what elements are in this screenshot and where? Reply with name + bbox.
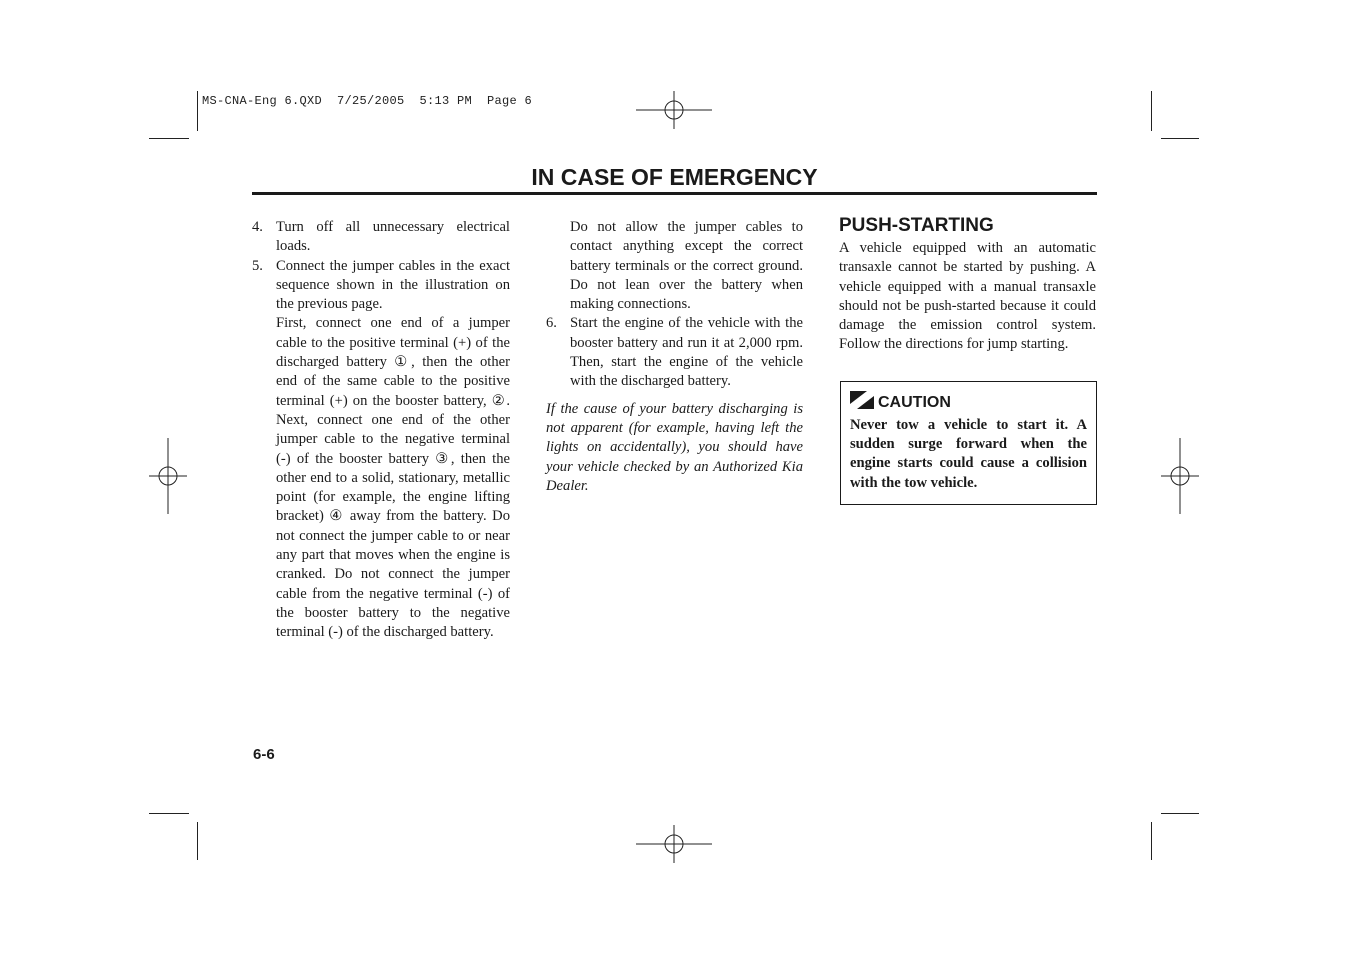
- list-item: [252, 218, 510, 257]
- crop-mark: [1161, 138, 1199, 139]
- caution-label: CAUTION: [878, 394, 951, 411]
- print-slug: MS-CNA-Eng 6.QXD 7/25/2005 5:13 PM Page 6: [202, 94, 533, 108]
- item-number: 5.: [252, 257, 263, 274]
- item-continuation: First, connect one end of a jumper cable to the positive terminal (+) of the discharged battery ①, then the other end of the same cable to the positive terminal (+) on the booster battery, ②. Next, connect one end of the other jumper cable to the negative terminal (-) of the booster battery ③, then the other end to a solid, stationary, metallic point (for example, the engine lifting bracket) ④ away from the battery. Do not connect the jumper cable to or near any part that moves when the engine is cranked. Do not connect the jumper cable from the negative terminal (-) of the booster battery to the negative terminal (-) of the discharged battery.: [276, 315, 510, 641]
- crop-mark: [197, 822, 198, 860]
- crop-mark: [1151, 822, 1152, 860]
- registration-mark-icon: [1142, 438, 1218, 514]
- crop-mark: [1151, 91, 1152, 131]
- left-column: [252, 218, 510, 643]
- middle-column: [546, 218, 803, 496]
- list-item: [546, 314, 803, 391]
- section-title: IN CASE OF EMERGENCY: [531, 164, 818, 190]
- item-number: 4.: [252, 219, 263, 235]
- registration-mark-icon: [636, 806, 712, 882]
- item-text: Turn off all unnecessary electrical loads.: [276, 219, 510, 255]
- title-rule: [252, 192, 1097, 195]
- item-text: Connect the jumper cables in the exact sequence shown in the illustration on the previous page.: [276, 257, 510, 313]
- page-number: 6-6: [253, 746, 275, 763]
- caution-slash-icon: [850, 391, 874, 415]
- italic-note: If the cause of your battery discharging is not apparent (for example, having left the lights on accidentally), you should have your vehicle checked by an Authorized Kia Dealer.: [546, 400, 803, 494]
- crop-mark: [197, 91, 198, 131]
- item-text: Start the engine of the vehicle with the booster battery and run it at 2,000 rpm. Then, start the engine of the vehicle with the discharged battery.: [570, 315, 803, 390]
- caution-header: [850, 391, 1087, 415]
- crop-mark: [1161, 813, 1199, 814]
- caution-box: [840, 381, 1097, 505]
- push-starting-heading: PUSH-STARTING: [839, 215, 994, 236]
- list-item: [252, 257, 510, 315]
- push-starting-paragraph: A vehicle equipped with an automatic transaxle cannot be started by pushing. A vehicle equipped with a manual transaxle should not be push-started because it could damage the emission control system. Follow the directions for jump starting.: [839, 240, 1096, 353]
- item-number: 6.: [546, 315, 557, 332]
- registration-mark-icon: [636, 72, 712, 148]
- crop-mark: [149, 138, 189, 139]
- instruction-list: [546, 314, 803, 391]
- right-column: [839, 214, 1096, 355]
- item-continuation: Do not allow the jumper cables to contact anything except the correct battery terminals or the correct ground. Do not lean over the battery when making connections.: [570, 219, 803, 313]
- instruction-list: [252, 218, 510, 314]
- caution-text: Never tow a vehicle to start it. A sudden surge forward when the engine starts could cause a collision with the tow vehicle.: [850, 417, 1087, 491]
- crop-mark: [149, 813, 189, 814]
- registration-mark-icon: [130, 438, 206, 514]
